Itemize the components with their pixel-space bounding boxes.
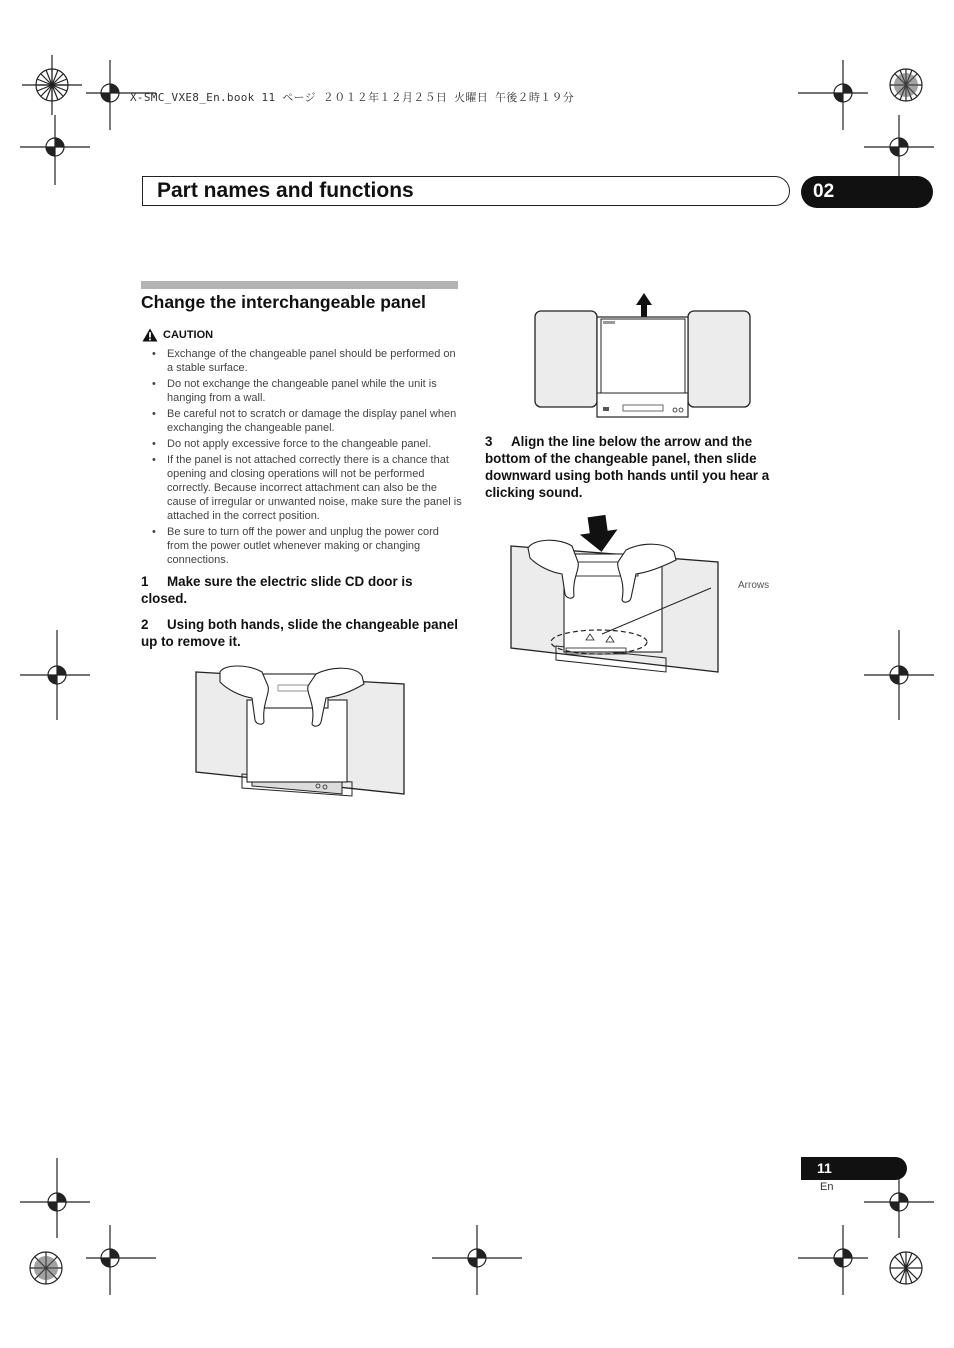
right-middle-crosshair-mark [864, 630, 934, 720]
section-rule [141, 281, 458, 289]
bottom-right-starburst-mark [876, 1238, 936, 1298]
step-2 [141, 616, 461, 650]
top-left-starburst-mark [22, 55, 82, 115]
figure-panel-removed [533, 283, 755, 423]
figure-remove-panel [192, 664, 408, 798]
figure-callout-arrows: Arrows [738, 580, 770, 591]
top-right-starburst-mark [876, 55, 936, 115]
step-3 [485, 433, 795, 501]
bottom-left-crosshair-mark [20, 1158, 90, 1238]
step-text: Align the line below the arrow and the bottom of the changeable panel, then slide downward using both hands until you hear a clicking sound. [485, 434, 770, 500]
chapter-number-badge: 02 [801, 176, 933, 208]
warning-triangle-icon [142, 328, 158, 342]
bottom-left-starburst-mark [16, 1238, 76, 1298]
step-number: 2 [141, 617, 149, 632]
page-number: 11 [801, 1157, 907, 1180]
step-text: Make sure the electric slide CD door is closed. [141, 574, 413, 606]
caution-item: • Be sure to turn off the power and unplug the power cord from the power outlet whenever making or changing connections. [152, 526, 439, 566]
chapter-title-bar [142, 176, 790, 206]
bottom-center-crosshair-mark [432, 1225, 522, 1295]
top-left-crosshair-mark [20, 115, 90, 185]
chapter-title: Part names and functions [157, 179, 414, 202]
caution-list [152, 347, 462, 569]
caution-item: • Do not exchange the changeable panel while the unit is hanging from a wall. [152, 378, 437, 404]
top-right-crosshair-mark [798, 60, 868, 130]
bottom-right-crosshair-mark [798, 1225, 868, 1295]
section-heading: Change the interchangeable panel [141, 292, 426, 312]
print-slug: X-SMC_VXE8_En.book 11 ページ ２０１２年１２月２５日 火曜日 午後２時１９分 [130, 91, 575, 104]
step-number: 1 [141, 574, 149, 589]
step-number: 3 [485, 434, 493, 449]
language-label: En [820, 1181, 834, 1193]
step-text: Using both hands, slide the changeable panel up to remove it. [141, 617, 458, 649]
left-middle-crosshair-mark [20, 630, 90, 720]
figure-attach-panel [506, 512, 724, 674]
caution-item: • If the panel is not attached correctly there is a chance that opening and closing operations will not be performed correctly. Because incorrect attachment can also be the cause of irregular or unwanted noise, make sure the panel is attached in the correct position. [152, 454, 462, 522]
caution-label: CAUTION [163, 329, 214, 341]
caution-item: • Be careful not to scratch or damage the display panel when exchanging the changeable panel. [152, 408, 457, 434]
caution-item: • Do not apply excessive force to the changeable panel. [152, 438, 432, 450]
caution-item: • Exchange of the changeable panel should be performed on a stable surface. [152, 348, 456, 374]
top-right-lower-crosshair-mark [864, 115, 934, 185]
caution-label-row [142, 327, 213, 343]
step-1 [141, 573, 461, 607]
bottom-crosshair-mark-a [86, 1225, 156, 1295]
